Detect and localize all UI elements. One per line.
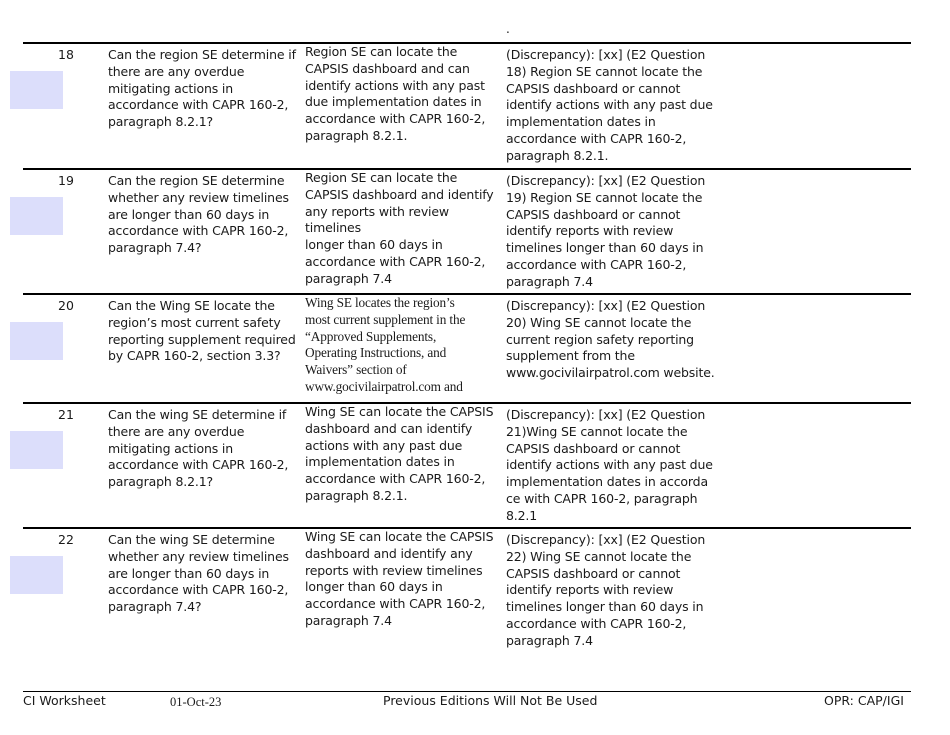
question-text: Can the wing SE determine if there are any overdue mitigating actions in accordance with CAPR 160-2, paragraph 8.2.1? (108, 407, 289, 490)
discrepancy-text: (Discrepancy): [xx] (E2 Question 22) Wing SE cannot locate the CAPSIS dashboard or cannot identify reports with review timelines longer than 60 days in accordance with CAPR 160-2, paragraph 7.4 (506, 532, 706, 648)
footer-form-name: CI Worksheet (23, 693, 106, 708)
row-number: 20 (58, 298, 74, 313)
footer-opr: OPR: CAP/IGI (824, 693, 904, 708)
question-text: Can the wing SE determine whether any review timelines are longer than 60 days in accordance with CAPR 160-2, paragraph 7.4? (108, 532, 289, 615)
checkbox-field[interactable] (10, 197, 63, 235)
discrepancy-text: (Discrepancy): [xx] (E2 Question 18) Region SE cannot locate the CAPSIS dashboard or cannot identify actions with any past due implementation dates in accordance with CAPR 160-2, paragraph 8.2.1. (506, 47, 713, 163)
answer-text: Region SE can locate the CAPSIS dashboard and identify any reports with review timelines longer than 60 days in accordance with CAPR 160-2, paragraph 7.4 (305, 170, 494, 286)
checkbox-field[interactable] (10, 322, 63, 360)
question-text: Can the region SE determine whether any review timelines are longer than 60 days in accordance with CAPR 160-2, paragraph 7.4? (108, 173, 289, 256)
question-text: Can the Wing SE locate the region’s most current safety reporting supplement required by CAPR 160-2, section 3.3? (108, 298, 296, 364)
discrepancy-text: (Discrepancy): [xx] (E2 Question 20) Wing SE cannot locate the current region safety reporting supplement from the www.gocivilairpatrol.com website. (506, 298, 715, 381)
row-number: 19 (58, 173, 74, 188)
footer-divider (23, 691, 911, 692)
answer-text: Wing SE can locate the CAPSIS dashboard and can identify actions with any past due implementation dates in accordance with CAPR 160-2, paragraph 8.2.1. (305, 404, 494, 503)
discrepancy-text: (Discrepancy): [xx] (E2 Question 19) Region SE cannot locate the CAPSIS dashboard or cannot identify reports with review timelines longer than 60 days in accordance with CAPR 160-2, paragraph 7.4 (506, 173, 706, 289)
checkbox-field[interactable] (10, 556, 63, 594)
answer-text: Region SE can locate the CAPSIS dashboard and can identify actions with any past due implementation dates in accordance with CAPR 160-2, paragraph 8.2.1. (305, 44, 486, 143)
footer-date: 01-Oct-23 (170, 695, 222, 709)
answer-text: Wing SE locates the region’s most current supplement in the “Approved Supplements, Operating Instructions, and Waivers” section of www.gocivilairpatrol.com and (305, 295, 466, 394)
answer-text: Wing SE can locate the CAPSIS dashboard and identify any reports with review timelines longer than 60 days in accordance with CAPR 160-2, paragraph 7.4 (305, 529, 494, 628)
row-number: 18 (58, 47, 74, 62)
top-mark: . (506, 22, 510, 36)
checkbox-field[interactable] (10, 71, 63, 109)
row-number: 22 (58, 532, 74, 547)
row-number: 21 (58, 407, 74, 422)
discrepancy-text: (Discrepancy): [xx] (E2 Question 21)Wing SE cannot locate the CAPSIS dashboard or cannot identify actions with any past due implementation dates in accorda ce with CAPR 160-2, paragraph 8.2.1 (506, 407, 713, 523)
question-text: Can the region SE determine if there are any overdue mitigating actions in accordance with CAPR 160-2, paragraph 8.2.1? (108, 47, 296, 130)
checkbox-field[interactable] (10, 431, 63, 469)
footer-notice: Previous Editions Will Not Be Used (383, 693, 598, 708)
